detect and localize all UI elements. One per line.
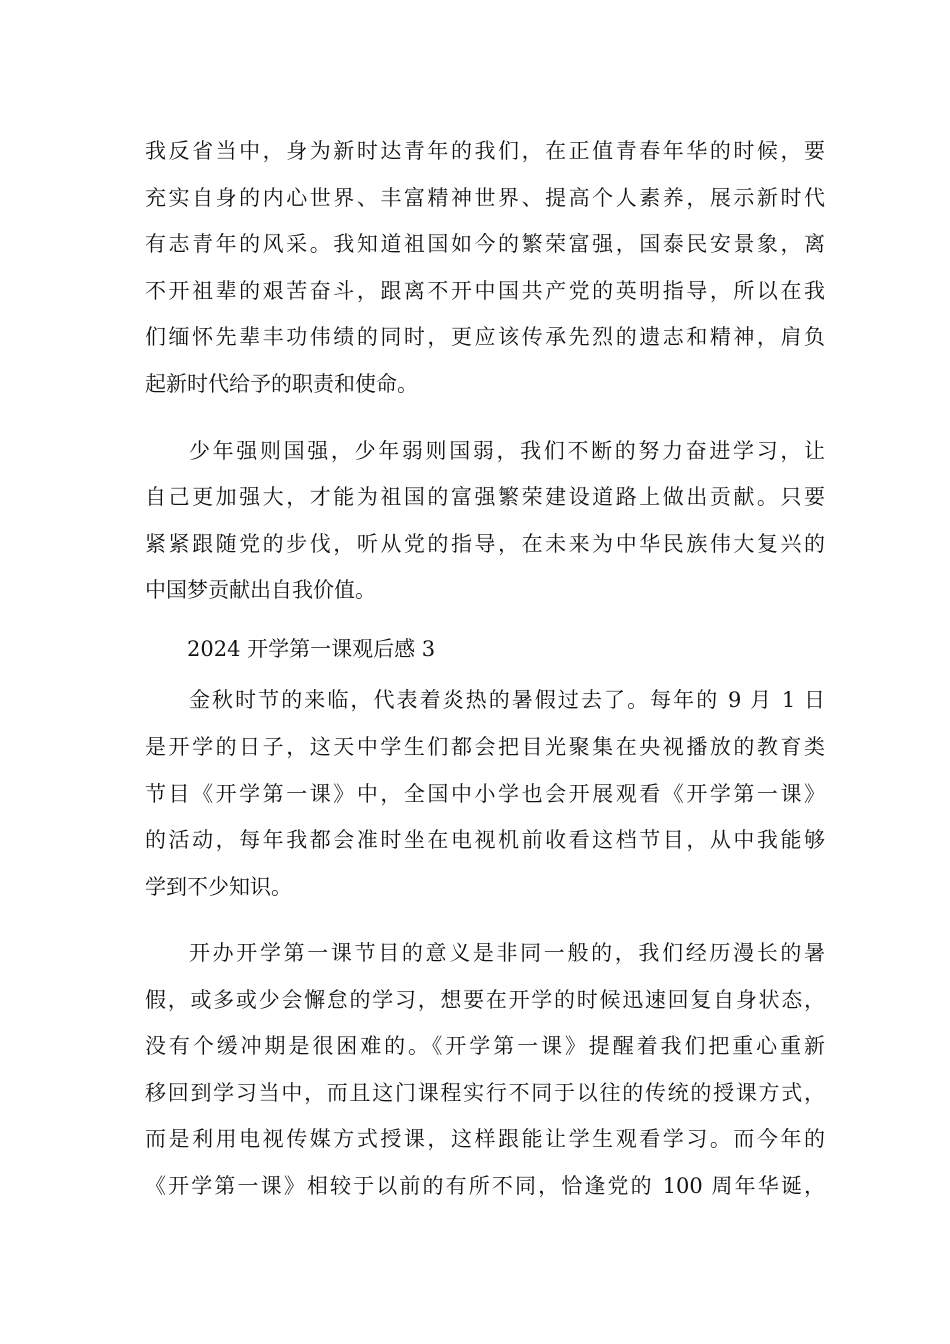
section-heading: 2024 开学第一课观后感 3: [187, 637, 436, 661]
paragraph-line: 充实自身的内心世界、丰富精神世界、提高个人素养，展示新时代: [145, 186, 825, 210]
paragraph-first-line: 少年强则国强，少年弱则国弱，我们不断的努力奋进学习，让: [189, 439, 825, 463]
paragraph-line: 而是利用电视传媒方式授课，这样跟能让学生观看学习。而今年的: [145, 1127, 825, 1151]
paragraph-line: 的活动，每年我都会准时坐在电视机前收看这档节目，从中我能够: [145, 828, 825, 852]
paragraph-line: 自己更加强大，才能为祖国的富强繁荣建设道路上做出贡献。只要: [145, 485, 825, 509]
paragraph-line: 起新时代给予的职责和使命。: [145, 372, 418, 396]
paragraph-line: 《开学第一课》相较于以前的有所不同，恰逢党的 100 周年华诞，: [145, 1174, 825, 1198]
paragraph-line: 们缅怀先辈丰功伟绩的同时，更应该传承先烈的遗志和精神，肩负: [145, 325, 825, 349]
paragraph-line: 节目《开学第一课》中，全国中小学也会开展观看《开学第一课》: [145, 782, 825, 806]
paragraph-line: 有志青年的风采。我知道祖国如今的繁荣富强，国泰民安景象，离: [145, 232, 825, 256]
paragraph-line: 没有个缓冲期是很困难的。《开学第一课》提醒着我们把重心重新: [145, 1034, 825, 1058]
paragraph-line: 我反省当中，身为新时达青年的我们，在正值青春年华的时候，要: [145, 139, 825, 163]
paragraph-line: 中国梦贡献出自我价值。: [145, 578, 376, 602]
paragraph-first-line: 金秋时节的来临，代表着炎热的暑假过去了。每年的 9 月 1 日: [189, 688, 825, 712]
paragraph-line: 不开祖辈的艰苦奋斗，跟离不开中国共产党的英明指导，所以在我: [145, 279, 825, 303]
paragraph-line: 是开学的日子，这天中学生们都会把目光聚集在央视播放的教育类: [145, 735, 825, 759]
paragraph-line: 学到不少知识。: [145, 875, 292, 899]
paragraph-line: 紧紧跟随党的步伐，听从党的指导，在未来为中华民族伟大复兴的: [145, 532, 825, 556]
paragraph-first-line: 开办开学第一课节目的意义是非同一般的，我们经历漫长的暑: [189, 941, 825, 965]
paragraph-line: 移回到学习当中，而且这门课程实行不同于以往的传统的授课方式，: [145, 1081, 825, 1105]
paragraph-line: 假，或多或少会懈怠的学习，想要在开学的时候迅速回复自身状态，: [145, 988, 825, 1012]
